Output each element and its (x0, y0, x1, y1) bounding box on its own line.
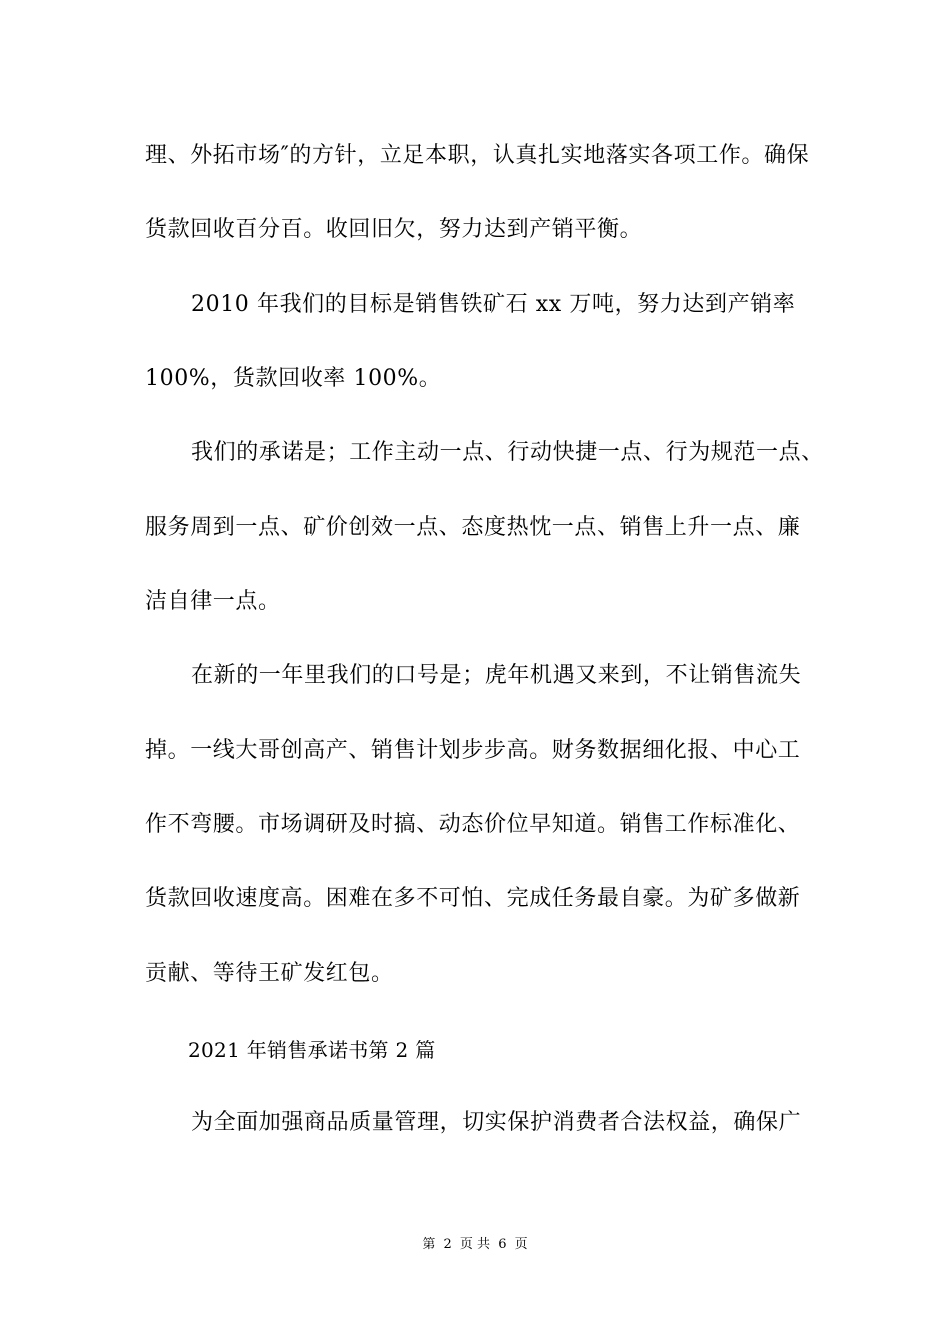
paragraph-3-line-1: 我们的承诺是；工作主动一点、行动快捷一点、行为规范一点、 (191, 440, 824, 465)
paragraph-1-line-1: 理、外拓市场″的方针，立足本职，认真扎实地落实各项工作。确保 (145, 143, 810, 168)
footer-suffix: 页 (514, 1237, 528, 1252)
footer-middle: 页 共 (459, 1237, 491, 1252)
paragraph-4-line-2: 掉。一线大哥创高产、销售计划步步高。财务数据细化报、中心工 (145, 738, 801, 763)
paragraph-2-line-1: 2010 年我们的目标是销售铁矿石 xx 万吨，努力达到产销率 (191, 292, 796, 317)
paragraph-1-line-2: 货款回收百分百。收回旧欠，努力达到产销平衡。 (145, 217, 643, 242)
page-footer (0, 1236, 950, 1254)
section-heading: 2021 年销售承诺书第 2 篇 (188, 1038, 436, 1062)
footer-total-pages: 6 (498, 1237, 507, 1252)
paragraph-3-line-2: 服务周到一点、矿价创效一点、态度热忱一点、销售上升一点、廉 (145, 515, 801, 540)
paragraph-4-line-3: 作不弯腰。市场调研及时搞、动态价位早知道。销售工作标准化、 (145, 812, 801, 837)
paragraph-2-line-2: 100%，货款回收率 100%。 (145, 366, 442, 391)
paragraph-5-line-1: 为全面加强商品质量管理，切实保护消费者合法权益，确保广 (191, 1110, 802, 1135)
footer-current-page: 2 (443, 1237, 452, 1252)
paragraph-4-line-5: 贡献、等待王矿发红包。 (145, 961, 394, 986)
paragraph-3-line-3: 洁自律一点。 (145, 589, 281, 614)
footer-prefix: 第 (422, 1237, 436, 1252)
paragraph-4-line-4: 货款回收速度高。困难在多不可怕、完成任务最自豪。为矿多做新 (145, 886, 801, 911)
paragraph-4-line-1: 在新的一年里我们的口号是；虎年机遇又来到，不让销售流失 (191, 663, 802, 688)
